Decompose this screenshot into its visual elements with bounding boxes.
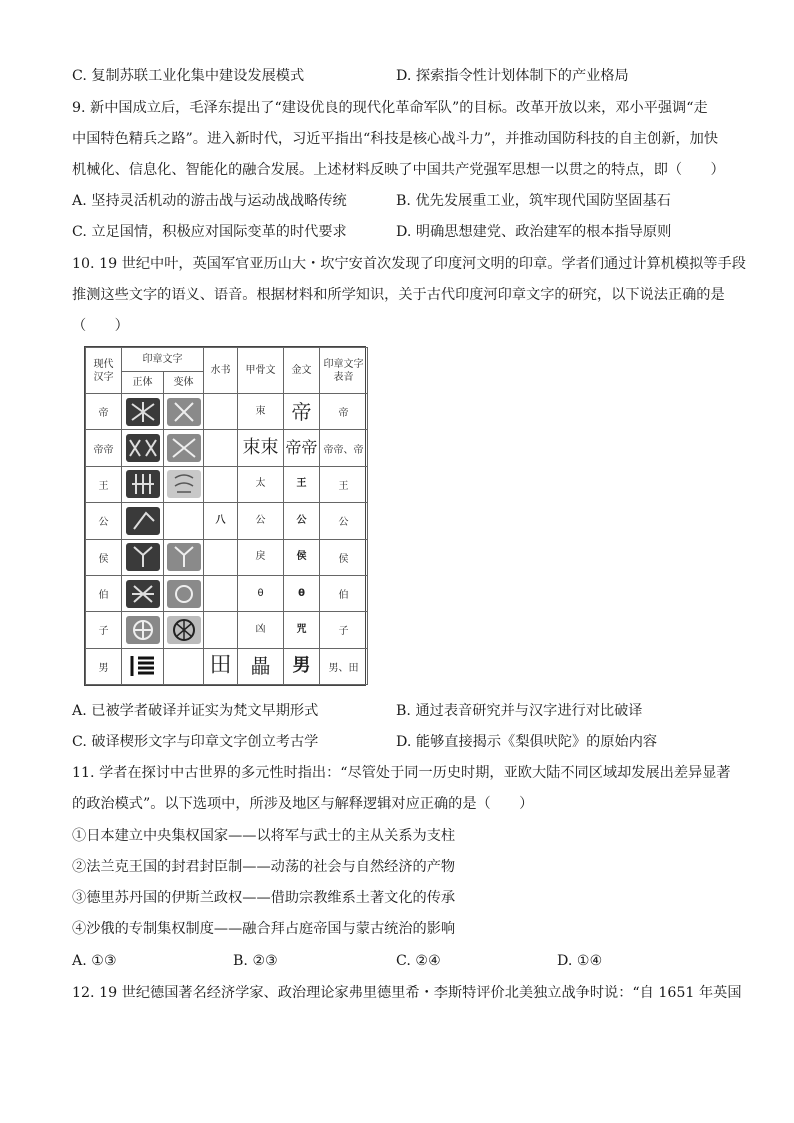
seal-image	[167, 398, 201, 426]
seal-image	[126, 616, 160, 644]
q11-item-3: ③德里苏丹国的伊斯兰政权——借助宗教维系土著文化的传承	[72, 890, 456, 906]
seal-image	[167, 434, 201, 462]
q11-option-c[interactable]: C. ②④	[396, 953, 441, 969]
cell-modern: 男	[86, 648, 122, 684]
cell-oracle: 畾	[238, 648, 284, 684]
cell-shuishu: 八	[204, 503, 238, 539]
header-oracle-bone: 甲骨文	[238, 348, 284, 394]
q11-option-b[interactable]: B. ②③	[233, 953, 278, 969]
cell-bronze: 帝	[284, 394, 320, 430]
seal-script-comparison-table	[84, 346, 366, 686]
q11-stem-line-2: 的政治模式”。以下选项中，所涉及地区与解释逻辑对应正确的是（ ）	[72, 796, 534, 812]
header-modern-chinese: 现代汉字	[86, 348, 122, 394]
cell-bronze: 侯	[284, 539, 320, 575]
seal-image	[126, 434, 160, 462]
cell-modern: 侯	[86, 539, 122, 575]
q8-option-c[interactable]: C. 复制苏联工业化集中建设发展模式	[72, 68, 305, 84]
cell-shuishu	[204, 539, 238, 575]
seal-image	[126, 652, 160, 680]
cell-shuishu: 田	[204, 648, 238, 684]
cell-shuishu	[204, 430, 238, 466]
cell-modern: 王	[86, 466, 122, 502]
cell-modern: 伯	[86, 575, 122, 611]
cell-oracle: 公	[238, 503, 284, 539]
cell-bronze: 王	[284, 466, 320, 502]
q10-stem-line-3: （ ）	[72, 318, 129, 334]
seal-image	[126, 398, 160, 426]
cell-modern: 子	[86, 612, 122, 648]
cell-reading: 王	[320, 466, 368, 502]
header-seal-variant: 变体	[164, 372, 204, 394]
cell-oracle: 凶	[238, 612, 284, 648]
cell-shuishu	[204, 466, 238, 502]
q10-option-d[interactable]: D. 能够直接揭示《梨俱吠陀》的原始内容	[396, 734, 658, 750]
header-bronze: 金文	[284, 348, 320, 394]
cell-seal-regular	[122, 648, 164, 684]
cell-reading: 帝帝、帝	[320, 430, 368, 466]
seal-image	[126, 507, 160, 535]
q9-stem-line-3: 机械化、信息化、智能化的融合发展。上述材料反映了中国共产党强军思想一以贯之的特点，即（ ）	[72, 162, 725, 178]
cell-seal-variant	[164, 648, 204, 684]
cell-oracle: θ	[238, 575, 284, 611]
q10-option-b[interactable]: B. 通过表音研究并与汉字进行对比破译	[396, 703, 643, 719]
q11-stem-line-1: 11. 学者在探讨中古世界的多元性时指出：“尽管处于同一历史时期，亚欧大陆不同区域却发展出差异显著	[72, 765, 731, 781]
cell-seal-regular	[122, 503, 164, 539]
seal-image	[167, 543, 201, 571]
cell-seal-regular	[122, 612, 164, 648]
q10-stem-line-2: 推测这些文字的语义、语音。根据材料和所学知识，关于古代印度河印章文字的研究，以下说法正确的是	[72, 287, 725, 303]
cell-shuishu	[204, 394, 238, 430]
q11-item-2: ②法兰克王国的封君封臣制——动荡的社会与自然经济的产物	[72, 859, 456, 875]
cell-bronze: 男	[284, 648, 320, 684]
cell-seal-variant	[164, 539, 204, 575]
seal-image	[167, 616, 201, 644]
cell-reading: 公	[320, 503, 368, 539]
cell-seal-variant	[164, 503, 204, 539]
cell-seal-variant	[164, 466, 204, 502]
q9-option-a[interactable]: A. 坚持灵活机动的游击战与运动战战略传统	[72, 193, 347, 209]
q9-option-b[interactable]: B. 优先发展重工业，筑牢现代国防坚固基石	[396, 193, 671, 209]
cell-modern: 帝帝	[86, 430, 122, 466]
q10-option-c[interactable]: C. 破译楔形文字与印章文字创立考古学	[72, 734, 319, 750]
cell-reading: 子	[320, 612, 368, 648]
cell-shuishu	[204, 612, 238, 648]
q9-option-d[interactable]: D. 明确思想建党、政治建军的根本指导原则	[396, 224, 672, 240]
cell-modern: 帝	[86, 394, 122, 430]
seal-image	[126, 470, 160, 498]
cell-seal-regular	[122, 394, 164, 430]
cell-reading: 帝	[320, 394, 368, 430]
cell-modern: 公	[86, 503, 122, 539]
q11-option-d[interactable]: D. ①④	[557, 953, 603, 969]
q12-stem-line-1: 12. 19 世纪德国著名经济学家、政治理论家弗里德里希・李斯特评价北美独立战争时说：“自 1651 年英国	[72, 985, 742, 1001]
cell-seal-regular	[122, 430, 164, 466]
header-seal-reading: 印章文字表音	[320, 348, 368, 394]
q11-option-a[interactable]: A. ①③	[72, 953, 117, 969]
seal-image	[167, 580, 201, 608]
cell-shuishu	[204, 575, 238, 611]
cell-bronze: 公	[284, 503, 320, 539]
cell-reading: 伯	[320, 575, 368, 611]
cell-bronze: θ	[284, 575, 320, 611]
seal-image	[167, 470, 201, 498]
seal-image	[126, 580, 160, 608]
header-seal-script: 印章文字	[122, 348, 204, 372]
cell-seal-variant	[164, 394, 204, 430]
cell-seal-variant	[164, 430, 204, 466]
cell-bronze: 帝帝	[284, 430, 320, 466]
cell-oracle: 朿朿	[238, 430, 284, 466]
cell-oracle: 朿	[238, 394, 284, 430]
cell-reading: 男、田	[320, 648, 368, 684]
cell-seal-variant	[164, 575, 204, 611]
q11-item-1: ①日本建立中央集权国家——以将军与武士的主从关系为支柱	[72, 828, 456, 844]
q10-stem-line-1: 10. 19 世纪中叶，英国军官亚历山大・坎宁安首次发现了印度河文明的印章。学者们通过计算机模拟等手段	[72, 256, 746, 272]
q8-option-d[interactable]: D. 探索指令性计划体制下的产业格局	[396, 68, 629, 84]
q11-item-4: ④沙俄的专制集权制度——融合拜占庭帝国与蒙古统治的影响	[72, 921, 456, 937]
q10-option-a[interactable]: A. 已被学者破译并证实为梵文早期形式	[72, 703, 319, 719]
q9-option-c[interactable]: C. 立足国情，积极应对国际变革的时代要求	[72, 224, 347, 240]
cell-seal-regular	[122, 466, 164, 502]
cell-seal-variant	[164, 612, 204, 648]
cell-bronze: 咒	[284, 612, 320, 648]
q9-stem-line-1: 9. 新中国成立后，毛泽东提出了“建设优良的现代化革命军队”的目标。改革开放以来，邓小平强调“走	[72, 100, 708, 116]
cell-reading: 侯	[320, 539, 368, 575]
cell-seal-regular	[122, 575, 164, 611]
header-seal-regular: 正体	[122, 372, 164, 394]
q9-stem-line-2: 中国特色精兵之路”。进入新时代，习近平指出“科技是核心战斗力”，并推动国防科技的自主创新，加快	[72, 131, 719, 147]
seal-image	[126, 543, 160, 571]
cell-oracle: 戾	[238, 539, 284, 575]
cell-seal-regular	[122, 539, 164, 575]
cell-oracle: 太	[238, 466, 284, 502]
header-shuishu: 水书	[204, 348, 238, 394]
